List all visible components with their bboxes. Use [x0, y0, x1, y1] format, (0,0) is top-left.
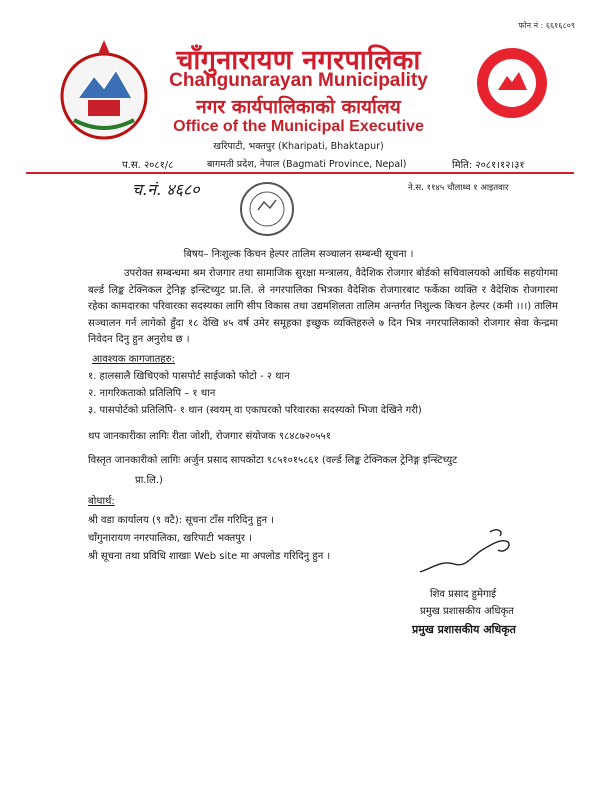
signatory-name: शिव प्रसाद हुमेगाई	[430, 589, 497, 600]
document-item: २. नागरिकताको प्रतिलिपि – १ थान	[88, 388, 216, 399]
document-item: ३. पासपोर्टको प्रतिलिपि- १ थान (स्वयम् वा एकाघरको परिवारका सदस्यको भिजा देखिने गरी)	[88, 405, 422, 416]
office-name-nepali: नगर कार्यपालिकाको कार्यालय	[196, 96, 401, 118]
address: खरिपाटी, भक्तपुर (Kharipati, Bhaktapur)	[213, 141, 384, 152]
reference-number: प.स. २०८१/८	[122, 160, 174, 171]
detailed-contact-cont: प्रा.लि.)	[135, 475, 163, 486]
office-stamp	[230, 180, 304, 238]
dispatch-number: च.नं. ४६८०	[132, 180, 200, 199]
cc-item: श्री वडा कार्यालय (९ वटै): सूचना टाँस गरिदिनु हुन ।	[88, 515, 275, 526]
nepal-sambat-date: ने.स. ११४५ चौलाथ्व १ आइतवार	[408, 183, 509, 193]
cc-heading: बोधार्थ:	[88, 496, 115, 507]
letter-date: मिति: २०८१।१२।३१	[452, 160, 525, 171]
municipality-name-english: Changunarayan Municipality	[169, 70, 428, 91]
detailed-contact: विस्तृत जानकारीको लागिः अर्जुन प्रसाद सापकोटा ९८५१०१५८६१ (वर्ल्ड लिङ्क टेक्निकल ट्रेनिङ्ग इन्स्टिच्युट	[88, 455, 458, 466]
cc-item: श्री सूचना तथा प्रविधि शाखाः Web site मा अपलोड गरिदिनु हुन ।	[88, 551, 331, 562]
document-item: १. हालसालै खिचिएको पासपोर्ट साईजको फोटो - २ थान	[88, 371, 290, 382]
signature	[412, 520, 522, 580]
subject-line: बिषय– निःशुल्क किचन हेल्पर तालिम सञ्चालन सम्बन्धी सूचना ।	[183, 249, 414, 260]
contact-person: थप जानकारीका लागिः रीता जोशी, रोजगार संयोजक ९८४८७२०५५१	[88, 431, 331, 442]
body-paragraph: उपरोक्त सम्बन्धमा श्रम रोजगार तथा सामाजिक सुरक्षा मन्त्रालय, वैदेशिक रोजगार बोर्डको सचिवालयको आर्थिक सहयोगमा बर्ल्ड लिङ्क टेक्निकल ट्रेनिङ्ग इन्स्टिच्युट प्रा.लि. ले नगरपालिका भित्रका वैदेशिक रोजगारबाट फर्केका व्यक्ति र वैदेशिक रोजगारमा रहेका कामदारका परिवारका सदस्यका लागि सीप विकास तथा उद्यमशिलता तालिम अन्तर्गत निशुल्क किचन हेल्पर (कमी ।।।) तालिम सञ्चालन गर्न लागेको हुँदा १८ देखि ४५ वर्ष उमेर समूहका इच्छुक व्यक्तिहरुले ७ दिन भित्र नगरपालिकाको रोजगार सेवा केन्द्रमा निवेदन दिनु हुन अनुरोध छ ।	[88, 268, 558, 345]
municipality-name-nepali: चाँगुनारायण नगरपालिका	[176, 45, 421, 76]
documents-heading: आवश्यक कागजातहरु:	[92, 354, 175, 365]
header-divider	[26, 172, 574, 174]
cc-item: चाँगुनारायण नगरपालिका, खरिपाटी भक्तपुर ।	[88, 533, 252, 544]
office-name-english: Office of the Municipal Executive	[173, 118, 424, 135]
signatory-title-stamp: प्रमुख प्रशासकीय अधिकृत	[412, 623, 516, 636]
signatory-title: प्रमुख प्रशासकीय अधिकृत	[420, 606, 514, 617]
phone-number: फोन नं : ६६१६८०९	[518, 21, 575, 30]
province-line: बागमती प्रदेश, नेपाल (Bagmati Province, Nepal)	[207, 159, 407, 170]
